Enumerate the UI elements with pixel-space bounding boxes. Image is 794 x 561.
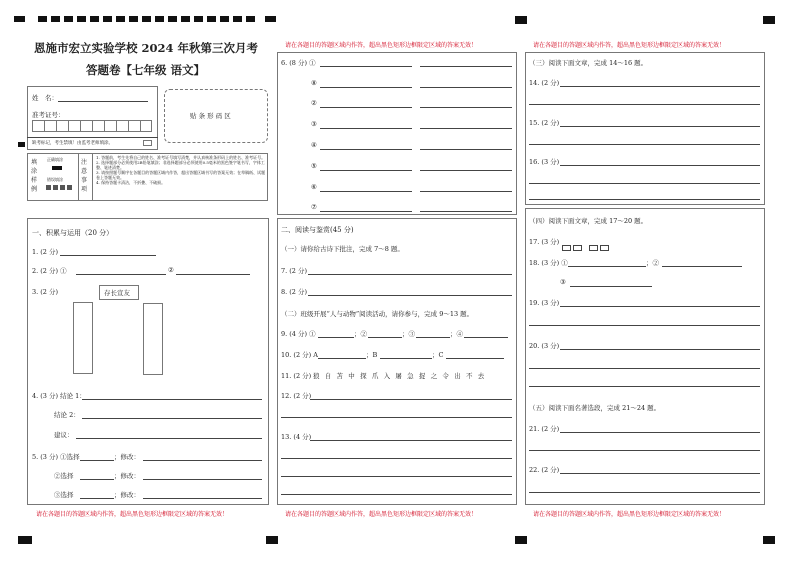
q22-answer-line[interactable] — [560, 473, 760, 474]
q5-modify-line-2[interactable] — [143, 479, 262, 480]
q2-label: 2. (2 分) ① — [32, 267, 67, 275]
q16-answer-line[interactable] — [560, 165, 760, 166]
q6-line-b[interactable] — [420, 211, 512, 212]
q16-label: 16. (3 分) — [529, 158, 560, 166]
q6-line-a[interactable] — [320, 107, 412, 108]
q17-box[interactable] — [573, 245, 582, 251]
q20-label: 20. (3 分) — [529, 342, 560, 350]
q6-label: 6. (8 分) ① — [281, 59, 316, 67]
q10-label-c: ；C — [432, 351, 444, 359]
fill-example-label: 填涂样例 — [31, 159, 38, 193]
notice-item: 1. 答题前，考生先将自己的姓名、准考证号填写清楚，并认真核准条形码上的姓名、准考证号。 — [96, 155, 266, 160]
couplet-center-text: 存长宣友 — [104, 289, 130, 297]
warning-text: 请在各题目的答题区域内作答，超出黑色矩形边框限定区域的答案无效！ — [285, 511, 478, 518]
q3-label: 3. (2 分) — [32, 288, 59, 296]
couplet-left-box[interactable] — [73, 302, 93, 374]
q4-label-c: 建议： — [54, 431, 74, 439]
q2-answer-line-1[interactable] — [76, 274, 166, 275]
sheet-subtitle: 答题卷【七年级 语文】 — [86, 63, 206, 77]
q5-choice-line-3[interactable] — [80, 498, 114, 499]
sub5-title: （五）阅读下面名著选段，完成 21～24 题。 — [529, 404, 661, 412]
q18-label: 18. (3 分) ① — [529, 259, 568, 267]
q17-box[interactable] — [600, 245, 609, 251]
q13-answer-line[interactable] — [281, 494, 512, 495]
q6-item-label: ② — [311, 99, 317, 107]
corner-mark — [763, 536, 775, 544]
q14-answer-line[interactable] — [560, 86, 760, 87]
q1-label: 1. (2 分) — [32, 248, 59, 256]
corner-mark — [515, 536, 527, 544]
warning-text: 请在各题目的答题区域内作答，超出黑色矩形边框限定区域的答案无效！ — [285, 42, 478, 49]
q12-answer-line[interactable] — [281, 417, 512, 418]
exam-no-grid[interactable] — [32, 120, 152, 132]
q13-answer-line[interactable] — [281, 476, 512, 477]
sub3-title: （三）阅读下面文章，完成 14～16 题。 — [529, 59, 648, 67]
q5-modify-line-1[interactable] — [143, 460, 262, 461]
corner-mark — [763, 16, 775, 24]
q14-answer-line[interactable] — [529, 104, 760, 105]
q6-line-b[interactable] — [420, 128, 512, 129]
q20-answer-line[interactable] — [560, 349, 760, 350]
q17-label: 17. (3 分) — [529, 238, 560, 246]
q21-answer-line[interactable] — [529, 450, 760, 451]
q13-label: 13. (4 分) — [281, 433, 312, 441]
barcode-label: 贴 条 形 码 区 — [190, 112, 231, 120]
q9-label-c: ；③ — [402, 330, 415, 338]
q9-label-d: ；④ — [450, 330, 463, 338]
q5-choice-line-2[interactable] — [80, 479, 114, 480]
q22-answer-line[interactable] — [529, 492, 760, 493]
q16-answer-line[interactable] — [529, 199, 760, 200]
q6-line-a[interactable] — [320, 66, 412, 67]
notice-item: 3. 请按照题号顺序在各题目的答题区域内作答，超出答题区域书写的答案无效；在草稿纸、试题卷上答题无效。 — [96, 170, 266, 180]
school-title: 恩施市宏立实验学校 2024 年秋第三次月考 — [34, 41, 259, 55]
section2-title: 二、阅读与鉴赏(45 分) — [281, 226, 354, 234]
q11-label: 11. (2 分) — [281, 372, 312, 380]
q18-label-b: ；② — [646, 259, 659, 267]
q6-line-a[interactable] — [320, 128, 412, 129]
q19-label: 19. (3 分) — [529, 299, 560, 307]
q4-answer-line-2[interactable] — [82, 418, 262, 419]
q4-answer-line-3[interactable] — [76, 438, 262, 439]
q18-line-3[interactable] — [570, 286, 652, 287]
q12-answer-line[interactable] — [310, 399, 512, 400]
corner-mark — [266, 536, 278, 544]
correct-fill-label: 正确填涂 — [47, 157, 63, 162]
q6-item-label: ③ — [311, 120, 317, 128]
q5-label: 5. (3 分) ①选择 — [32, 453, 80, 461]
q6-item-label: ⑤ — [311, 162, 317, 170]
q10-line-b[interactable] — [380, 358, 432, 359]
q6-line-b[interactable] — [420, 107, 512, 108]
info-divider — [27, 137, 158, 138]
q5-modify-3: ；修改： — [114, 491, 140, 499]
warning-text: 请在各题目的答题区域内作答，超出黑色矩形边框限定区域的答案无效！ — [533, 511, 726, 518]
q6-line-a[interactable] — [320, 170, 412, 171]
q9-line-3[interactable] — [416, 337, 450, 338]
q6-item-label: ⑧ — [311, 79, 317, 87]
q15-answer-line[interactable] — [529, 144, 760, 145]
q9-label-b: ；② — [354, 330, 367, 338]
q6-line-b[interactable] — [420, 87, 512, 88]
sub1-title: （一）请你给古诗下批注，完成 7～8 题。 — [281, 245, 404, 253]
fill-divider — [78, 153, 79, 201]
side-mark — [18, 142, 25, 147]
warning-text: 请在各题目的答题区域内作答，超出黑色矩形边框限定区域的答案无效！ — [36, 511, 229, 518]
q17-box[interactable] — [562, 245, 571, 251]
q4-label-b: 结论 2： — [54, 411, 80, 419]
q1-answer-line[interactable] — [60, 255, 156, 256]
sub4-title: （四）阅读下面文章，完成 17～20 题。 — [529, 217, 648, 225]
name-line — [58, 101, 148, 102]
q5-choice-line-1[interactable] — [80, 460, 114, 461]
q6-line-a[interactable] — [320, 191, 412, 192]
q4-label: 4. (3 分) 结论 1： — [32, 392, 86, 400]
q6-line-b[interactable] — [420, 191, 512, 192]
q10-label-b: ；B — [366, 351, 378, 359]
q18-label-c: ③ — [560, 278, 566, 286]
q8-label: 8. (2 分) — [281, 288, 308, 296]
couplet-right-box[interactable] — [143, 303, 163, 375]
q14-label: 14. (2 分) — [529, 79, 560, 87]
corner-mark — [18, 536, 32, 544]
absent-label: 缺考标记，考生禁填！由监考老师填涂。 — [32, 141, 113, 146]
q9-line-1[interactable] — [318, 337, 354, 338]
q9-line-2[interactable] — [368, 337, 402, 338]
name-label: 姓 名： — [32, 94, 58, 102]
q7-label: 7. (2 分) — [281, 267, 308, 275]
q13-answer-line[interactable] — [310, 440, 512, 441]
correct-fill-sample — [52, 166, 62, 170]
wrong-fill-samples — [46, 185, 74, 190]
q18-line-2[interactable] — [662, 266, 742, 267]
q2-label-b: ② — [168, 266, 174, 274]
q6-item-label: ⑥ — [311, 183, 317, 191]
q5-label-c: ③选择 — [54, 491, 74, 499]
q9-label: 9. (4 分) ① — [281, 330, 316, 338]
q6-item-label: ④ — [311, 141, 317, 149]
q6-line-a[interactable] — [320, 87, 412, 88]
notice-label: 注意事项 — [81, 159, 88, 193]
wrong-fill-label: 错误填涂 — [47, 177, 63, 182]
notice-item: 4. 保持答题卡清洁，不折叠、不破损。 — [96, 180, 166, 185]
q17-option-boxes[interactable] — [561, 237, 610, 256]
q10-label: 10. (2 分) A — [281, 351, 318, 359]
q21-answer-line[interactable] — [560, 432, 760, 433]
q20-answer-line[interactable] — [529, 368, 760, 369]
q4-answer-line-1[interactable] — [82, 399, 262, 400]
absent-checkbox[interactable] — [143, 140, 152, 146]
q5-modify-line-3[interactable] — [143, 498, 262, 499]
notice-list — [96, 155, 266, 185]
q10-line-c[interactable] — [446, 358, 504, 359]
sub2-title: （二）班级开展“人与动物”阅读活动，请你参与，完成 9～13 题。 — [281, 310, 474, 318]
q2-answer-line-2[interactable] — [176, 274, 250, 275]
answer-box-section2 — [277, 218, 517, 505]
section1-title: 一、积累与运用（20 分） — [32, 229, 114, 237]
q20-answer-line[interactable] — [529, 386, 760, 387]
q22-label: 22. (2 分) — [529, 466, 560, 474]
q5-modify-2: ；修改： — [114, 472, 140, 480]
q8-answer-line[interactable] — [308, 295, 512, 296]
q6-line-b[interactable] — [420, 149, 512, 150]
q19-answer-line[interactable] — [529, 325, 760, 326]
warning-text: 请在各题目的答题区域内作答，超出黑色矩形边框限定区域的答案无效！ — [533, 42, 726, 49]
q7-answer-line[interactable] — [308, 274, 512, 275]
q6-line-a[interactable] — [320, 211, 412, 212]
q21-label: 21. (2 分) — [529, 425, 560, 433]
exam-no-label: 准考证号： — [32, 111, 65, 119]
q13-answer-line[interactable] — [281, 458, 512, 459]
q12-label: 12. (2 分) — [281, 392, 312, 400]
corner-mark — [515, 16, 527, 24]
notice-item: 2. 选择题部分必须使用2B铅笔填涂；非选择题部分必须使用0.5毫米的黑色签字笔书写，字体工整、笔迹清楚。 — [96, 160, 265, 170]
q5-modify-1: ；修改： — [114, 453, 140, 461]
q15-answer-line[interactable] — [560, 126, 760, 127]
q19-answer-line[interactable] — [560, 306, 760, 307]
q10-line-a[interactable] — [318, 358, 366, 359]
q9-line-4[interactable] — [464, 337, 508, 338]
notice-divider — [92, 153, 93, 201]
q15-label: 15. (2 分) — [529, 119, 560, 127]
q6-line-b[interactable] — [420, 66, 512, 67]
q5-label-b: ②选择 — [54, 472, 74, 480]
q6-line-b[interactable] — [420, 170, 512, 171]
q6-item-label: ⑦ — [311, 203, 317, 211]
q16-answer-line[interactable] — [529, 183, 760, 184]
q17-box[interactable] — [589, 245, 598, 251]
q18-line-1[interactable] — [568, 266, 646, 267]
q11-characters: 狼 自 苫 中 探 爪 入 屠 急 捉 之 令 出 不 去 — [313, 372, 486, 380]
q6-line-a[interactable] — [320, 149, 412, 150]
